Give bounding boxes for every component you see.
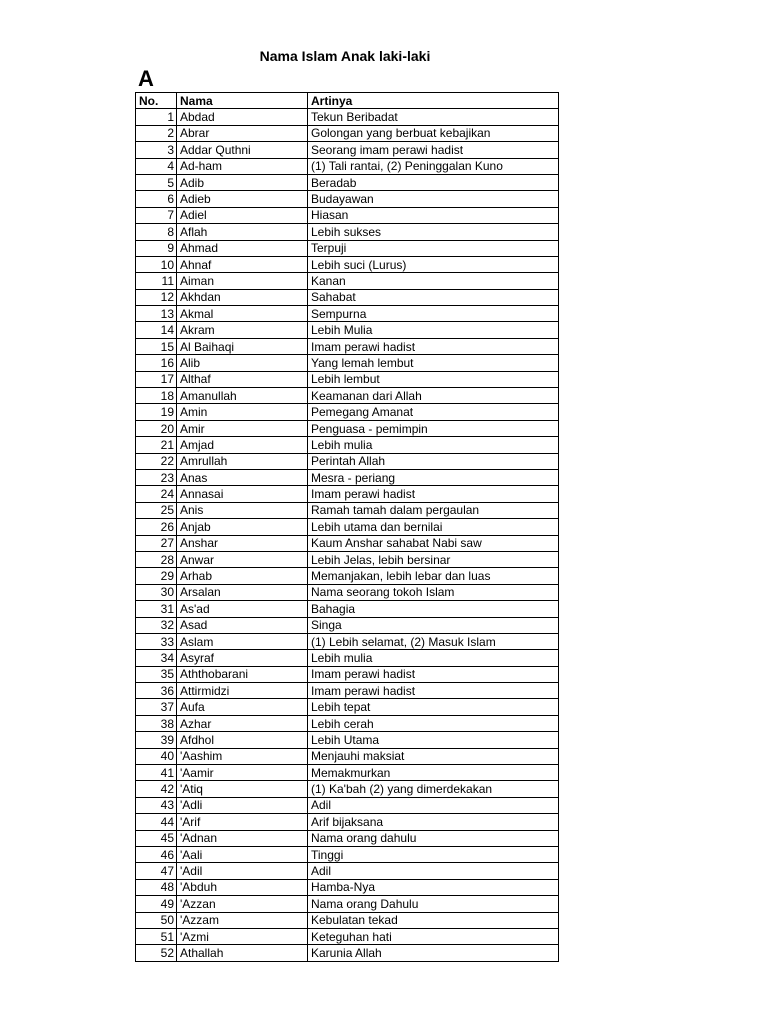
row-name: Ahnaf <box>177 256 308 272</box>
row-meaning: Lebih sukses <box>308 224 559 240</box>
row-meaning: Lebih mulia <box>308 437 559 453</box>
table-row <box>136 535 559 551</box>
row-meaning: Imam perawi hadist <box>308 338 559 354</box>
row-meaning: Keteguhan hati <box>308 928 559 944</box>
row-name: 'Atiq <box>177 781 308 797</box>
row-meaning: Karunia Allah <box>308 945 559 961</box>
row-meaning: Keamanan dari Allah <box>308 388 559 404</box>
table-row <box>136 142 559 158</box>
table-row <box>136 699 559 715</box>
table-row <box>136 256 559 272</box>
row-name: Amjad <box>177 437 308 453</box>
column-header-no: No. <box>136 93 177 109</box>
row-name: Abdad <box>177 109 308 125</box>
row-name: 'Azmi <box>177 928 308 944</box>
row-number: 11 <box>136 273 177 289</box>
table-row <box>136 289 559 305</box>
row-name: Asad <box>177 617 308 633</box>
row-number: 23 <box>136 469 177 485</box>
row-name: 'Adil <box>177 863 308 879</box>
table-row <box>136 683 559 699</box>
table-row <box>136 404 559 420</box>
row-meaning: Beradab <box>308 174 559 190</box>
table-row <box>136 896 559 912</box>
table-row <box>136 388 559 404</box>
row-number: 12 <box>136 289 177 305</box>
row-number: 13 <box>136 306 177 322</box>
row-number: 21 <box>136 437 177 453</box>
table-row <box>136 715 559 731</box>
table-row <box>136 617 559 633</box>
row-meaning: Golongan yang berbuat kebajikan <box>308 125 559 141</box>
row-meaning: Tekun Beribadat <box>308 109 559 125</box>
table-row <box>136 306 559 322</box>
row-meaning: Lebih Jelas, lebih bersinar <box>308 551 559 567</box>
table-row <box>136 650 559 666</box>
row-number: 15 <box>136 338 177 354</box>
row-number: 7 <box>136 207 177 223</box>
table-row <box>136 781 559 797</box>
row-name: Adiel <box>177 207 308 223</box>
row-meaning: (1) Lebih selamat, (2) Masuk Islam <box>308 633 559 649</box>
row-meaning: Lebih mulia <box>308 650 559 666</box>
row-meaning: Lebih suci (Lurus) <box>308 256 559 272</box>
row-number: 32 <box>136 617 177 633</box>
row-number: 42 <box>136 781 177 797</box>
row-number: 38 <box>136 715 177 731</box>
table-row <box>136 109 559 125</box>
row-meaning: Nama orang dahulu <box>308 830 559 846</box>
row-number: 1 <box>136 109 177 125</box>
row-number: 24 <box>136 486 177 502</box>
row-number: 19 <box>136 404 177 420</box>
row-name: Attirmidzi <box>177 683 308 699</box>
row-number: 39 <box>136 732 177 748</box>
table-row <box>136 371 559 387</box>
row-meaning: Penguasa - pemimpin <box>308 420 559 436</box>
row-number: 28 <box>136 551 177 567</box>
table-row <box>136 224 559 240</box>
table-row <box>136 584 559 600</box>
section-letter: A <box>138 66 154 91</box>
row-name: Akram <box>177 322 308 338</box>
row-name: Arhab <box>177 568 308 584</box>
row-meaning: (1) Tali rantai, (2) Peninggalan Kuno <box>308 158 559 174</box>
table-row <box>136 765 559 781</box>
row-meaning: Tinggi <box>308 846 559 862</box>
row-name: Ahmad <box>177 240 308 256</box>
row-meaning: Nama seorang tokoh Islam <box>308 584 559 600</box>
table-row <box>136 945 559 961</box>
row-name: 'Azzam <box>177 912 308 928</box>
row-name: 'Aashim <box>177 748 308 764</box>
row-name: Afdhol <box>177 732 308 748</box>
table-row <box>136 797 559 813</box>
table-row <box>136 814 559 830</box>
row-number: 50 <box>136 912 177 928</box>
table-row <box>136 322 559 338</box>
row-meaning: Lebih tepat <box>308 699 559 715</box>
table-row <box>136 912 559 928</box>
table-row <box>136 437 559 453</box>
row-name: As'ad <box>177 601 308 617</box>
row-meaning: Budayawan <box>308 191 559 207</box>
row-meaning: Imam perawi hadist <box>308 666 559 682</box>
row-number: 14 <box>136 322 177 338</box>
row-number: 29 <box>136 568 177 584</box>
row-number: 4 <box>136 158 177 174</box>
row-meaning: Imam perawi hadist <box>308 683 559 699</box>
row-meaning: Ramah tamah dalam pergaulan <box>308 502 559 518</box>
row-name: Aiman <box>177 273 308 289</box>
row-meaning: Imam perawi hadist <box>308 486 559 502</box>
row-meaning: Kebulatan tekad <box>308 912 559 928</box>
row-number: 37 <box>136 699 177 715</box>
table-row <box>136 486 559 502</box>
row-number: 45 <box>136 830 177 846</box>
row-meaning: Lebih cerah <box>308 715 559 731</box>
row-meaning: Memakmurkan <box>308 765 559 781</box>
row-number: 30 <box>136 584 177 600</box>
row-name: Akhdan <box>177 289 308 305</box>
row-meaning: Lebih Utama <box>308 732 559 748</box>
row-meaning: Adil <box>308 863 559 879</box>
row-number: 3 <box>136 142 177 158</box>
row-name: Addar Quthni <box>177 142 308 158</box>
table-row <box>136 568 559 584</box>
table-row <box>136 420 559 436</box>
row-meaning: Terpuji <box>308 240 559 256</box>
row-meaning: Seorang imam perawi hadist <box>308 142 559 158</box>
table-row <box>136 863 559 879</box>
row-name: 'Adnan <box>177 830 308 846</box>
row-number: 51 <box>136 928 177 944</box>
row-meaning: Arif bijaksana <box>308 814 559 830</box>
row-name: Anwar <box>177 551 308 567</box>
row-name: Athallah <box>177 945 308 961</box>
column-header-name: Nama <box>177 93 308 109</box>
row-name: Anshar <box>177 535 308 551</box>
row-name: 'Adli <box>177 797 308 813</box>
row-number: 18 <box>136 388 177 404</box>
row-number: 48 <box>136 879 177 895</box>
table-row <box>136 879 559 895</box>
row-meaning: Mesra - periang <box>308 469 559 485</box>
table-row <box>136 830 559 846</box>
row-name: Anis <box>177 502 308 518</box>
row-name: Asyraf <box>177 650 308 666</box>
row-number: 27 <box>136 535 177 551</box>
row-meaning: Lebih utama dan bernilai <box>308 519 559 535</box>
row-meaning: Nama orang Dahulu <box>308 896 559 912</box>
row-name: 'Arif <box>177 814 308 830</box>
row-name: Amir <box>177 420 308 436</box>
row-name: Aufa <box>177 699 308 715</box>
row-name: Amrullah <box>177 453 308 469</box>
row-name: Amanullah <box>177 388 308 404</box>
row-number: 5 <box>136 174 177 190</box>
row-number: 20 <box>136 420 177 436</box>
row-number: 35 <box>136 666 177 682</box>
row-number: 25 <box>136 502 177 518</box>
table-row <box>136 453 559 469</box>
row-number: 33 <box>136 633 177 649</box>
column-header-meaning: Artinya <box>308 93 559 109</box>
table-row <box>136 158 559 174</box>
row-number: 41 <box>136 765 177 781</box>
names-table <box>135 92 559 962</box>
table-row <box>136 125 559 141</box>
row-name: 'Azzan <box>177 896 308 912</box>
row-name: 'Aamir <box>177 765 308 781</box>
row-number: 17 <box>136 371 177 387</box>
row-number: 34 <box>136 650 177 666</box>
row-number: 6 <box>136 191 177 207</box>
table-row <box>136 502 559 518</box>
table-row <box>136 633 559 649</box>
row-meaning: Sahabat <box>308 289 559 305</box>
row-name: Amin <box>177 404 308 420</box>
table-row <box>136 174 559 190</box>
row-name: Azhar <box>177 715 308 731</box>
table-row <box>136 732 559 748</box>
row-number: 8 <box>136 224 177 240</box>
row-name: Adib <box>177 174 308 190</box>
table-row <box>136 551 559 567</box>
row-number: 40 <box>136 748 177 764</box>
row-meaning: Adil <box>308 797 559 813</box>
row-meaning: Sempurna <box>308 306 559 322</box>
row-number: 2 <box>136 125 177 141</box>
row-number: 36 <box>136 683 177 699</box>
table-row <box>136 469 559 485</box>
table-row <box>136 338 559 354</box>
row-number: 26 <box>136 519 177 535</box>
table-row <box>136 273 559 289</box>
row-name: 'Abduh <box>177 879 308 895</box>
row-name: Aflah <box>177 224 308 240</box>
row-meaning: Pemegang Amanat <box>308 404 559 420</box>
row-name: Aslam <box>177 633 308 649</box>
row-name: Alib <box>177 355 308 371</box>
row-name: Annasai <box>177 486 308 502</box>
row-name: Aththobarani <box>177 666 308 682</box>
table-row <box>136 240 559 256</box>
row-name: Akmal <box>177 306 308 322</box>
row-meaning: Memanjakan, lebih lebar dan luas <box>308 568 559 584</box>
table-row <box>136 666 559 682</box>
table-row <box>136 846 559 862</box>
row-meaning: Lebih lembut <box>308 371 559 387</box>
row-meaning: Hamba-Nya <box>308 879 559 895</box>
row-meaning: Menjauhi maksiat <box>308 748 559 764</box>
row-number: 9 <box>136 240 177 256</box>
table-row <box>136 207 559 223</box>
row-number: 31 <box>136 601 177 617</box>
row-number: 44 <box>136 814 177 830</box>
row-number: 22 <box>136 453 177 469</box>
row-number: 43 <box>136 797 177 813</box>
row-name: Adieb <box>177 191 308 207</box>
row-name: Anas <box>177 469 308 485</box>
row-name: 'Aali <box>177 846 308 862</box>
table-row <box>136 748 559 764</box>
row-name: Anjab <box>177 519 308 535</box>
table-body <box>136 109 559 961</box>
row-number: 10 <box>136 256 177 272</box>
row-meaning: (1) Ka'bah (2) yang dimerdekakan <box>308 781 559 797</box>
table-row <box>136 601 559 617</box>
table-header-row <box>136 93 559 109</box>
row-number: 52 <box>136 945 177 961</box>
row-meaning: Singa <box>308 617 559 633</box>
row-number: 49 <box>136 896 177 912</box>
table-row <box>136 519 559 535</box>
table-row <box>136 191 559 207</box>
row-name: Al Baihaqi <box>177 338 308 354</box>
row-meaning: Kaum Anshar sahabat Nabi saw <box>308 535 559 551</box>
row-name: Abrar <box>177 125 308 141</box>
row-number: 16 <box>136 355 177 371</box>
row-meaning: Lebih Mulia <box>308 322 559 338</box>
row-meaning: Yang lemah lembut <box>308 355 559 371</box>
row-meaning: Bahagia <box>308 601 559 617</box>
table-row <box>136 928 559 944</box>
row-meaning: Kanan <box>308 273 559 289</box>
row-name: Arsalan <box>177 584 308 600</box>
row-meaning: Hiasan <box>308 207 559 223</box>
row-meaning: Perintah Allah <box>308 453 559 469</box>
row-name: Althaf <box>177 371 308 387</box>
row-number: 46 <box>136 846 177 862</box>
row-number: 47 <box>136 863 177 879</box>
row-name: Ad-ham <box>177 158 308 174</box>
page-title: Nama Islam Anak laki-laki <box>259 48 431 64</box>
table-row <box>136 355 559 371</box>
